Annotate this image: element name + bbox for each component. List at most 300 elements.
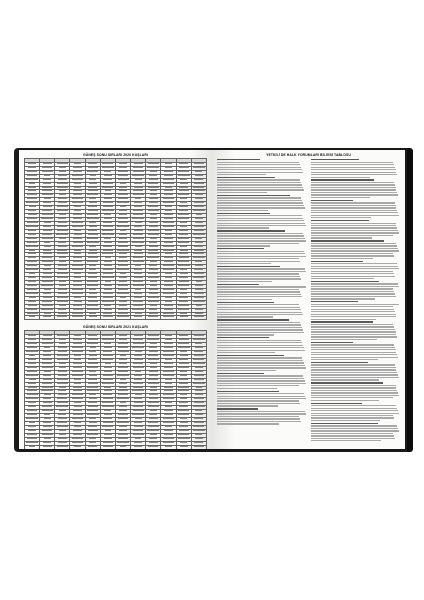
text-line (311, 215, 400, 216)
text-section (217, 177, 307, 193)
table-cell (100, 162, 115, 166)
table-cell (146, 339, 161, 343)
table-cell (100, 253, 115, 257)
text-line (311, 197, 371, 198)
text-line (217, 225, 306, 226)
table-cell (85, 343, 100, 347)
table-cell (70, 441, 85, 445)
table-cell (131, 170, 146, 174)
table-cell (176, 433, 191, 437)
table-cell (85, 284, 100, 288)
table-cell (146, 429, 161, 433)
text-section (311, 220, 401, 239)
text-line (217, 345, 303, 346)
table-cell (40, 304, 55, 308)
text-line (311, 296, 396, 297)
table-cell (40, 194, 55, 198)
text-line (311, 210, 398, 211)
table-cell (40, 170, 55, 174)
table-cell (85, 304, 100, 308)
table-cell (161, 245, 176, 249)
table-cell (100, 229, 115, 233)
text-line (311, 387, 397, 388)
text-line (217, 189, 304, 190)
text-section (311, 342, 401, 361)
table-cell (146, 253, 161, 257)
text-line (217, 167, 301, 168)
table-cell (100, 186, 115, 190)
table-cell (146, 316, 161, 320)
table-cell (55, 186, 70, 190)
text-line (311, 417, 394, 418)
table-cell (191, 382, 206, 386)
table-cell (176, 170, 191, 174)
table-cell (191, 277, 206, 281)
text-line (217, 273, 299, 274)
table-cell (191, 190, 206, 194)
table-cell (25, 288, 40, 292)
table-cell (25, 269, 40, 273)
text-line (217, 340, 301, 341)
text-line (217, 235, 304, 236)
table-cell (55, 300, 70, 304)
table-cell (100, 358, 115, 362)
table-cell (161, 269, 176, 273)
data-table-bottom (24, 330, 207, 449)
text-line (311, 336, 398, 337)
table-cell (191, 186, 206, 190)
table-cell (40, 343, 55, 347)
table-cell (40, 316, 55, 320)
text-line (217, 396, 305, 397)
text-line (217, 182, 301, 183)
table-cell (146, 210, 161, 214)
table-cell (161, 182, 176, 186)
text-line (217, 278, 301, 279)
text-line (311, 288, 393, 289)
text-line (311, 298, 375, 299)
text-line (217, 291, 300, 292)
text-line (311, 271, 393, 272)
text-section (217, 319, 307, 335)
table-cell (146, 186, 161, 190)
text-line (217, 261, 300, 262)
text-line (311, 291, 394, 292)
text-line (311, 255, 394, 256)
text-line (217, 200, 302, 201)
table-cell (161, 421, 176, 425)
table-cell (85, 170, 100, 174)
table-cell (191, 316, 206, 320)
table-cell (131, 316, 146, 320)
text-section (217, 195, 307, 211)
text-line (217, 253, 305, 254)
text-line (311, 430, 400, 431)
table-cell (161, 202, 176, 206)
table-cell (100, 233, 115, 237)
table-cell (70, 394, 85, 398)
text-section (217, 337, 307, 353)
text-line (217, 329, 303, 330)
table-cell (176, 308, 191, 312)
table-cell (161, 292, 176, 296)
text-section (311, 240, 401, 259)
table-cell (85, 241, 100, 245)
table-cell (161, 316, 176, 320)
text-line (311, 372, 398, 373)
text-line (217, 322, 300, 323)
text-line (217, 197, 301, 198)
text-line (311, 207, 397, 208)
table-cell (25, 225, 40, 229)
text-line (311, 352, 397, 353)
table-cell (115, 418, 130, 422)
table-cell (191, 166, 206, 170)
table-cell (146, 358, 161, 362)
table-cell (161, 355, 176, 359)
table-cell (100, 335, 115, 339)
table-cell (161, 441, 176, 445)
text-line (311, 392, 399, 393)
table-cell (100, 210, 115, 214)
table-cell (70, 316, 85, 320)
text-line (311, 258, 374, 259)
table-cell (85, 414, 100, 418)
table-cell (161, 225, 176, 229)
table-cell (115, 312, 130, 316)
table-cell (40, 390, 55, 394)
table-cell (55, 335, 70, 339)
text-line (311, 440, 382, 441)
text-line (217, 256, 306, 257)
table-cell (115, 249, 130, 253)
text-line (217, 218, 303, 219)
text-line (311, 428, 399, 429)
text-line (311, 400, 380, 401)
text-section (217, 355, 307, 371)
text-line (217, 276, 300, 277)
table-cell (146, 162, 161, 166)
text-section (217, 159, 307, 175)
text-line (217, 312, 302, 313)
text-line (217, 215, 302, 216)
table-cell (131, 366, 146, 370)
text-line (217, 309, 301, 310)
table-cell (146, 335, 161, 339)
table-cell (100, 382, 115, 386)
table-cell (25, 312, 40, 316)
table-cell (115, 316, 130, 320)
text-line (311, 369, 397, 370)
text-line (217, 332, 304, 333)
table-cell (115, 441, 130, 445)
table-cell (25, 441, 40, 445)
table-cell (176, 347, 191, 351)
text-line (311, 334, 397, 335)
text-line (311, 194, 399, 195)
text-line (217, 393, 304, 394)
table-cell (40, 308, 55, 312)
text-line (217, 271, 306, 272)
text-line (311, 174, 398, 175)
table-cell (115, 225, 130, 229)
text-line (311, 435, 394, 436)
table-cell (191, 425, 206, 429)
text-section (311, 159, 401, 178)
table-cell (40, 366, 55, 370)
table-cell (40, 237, 55, 241)
text-line (311, 367, 396, 368)
text-line (217, 281, 272, 282)
text-line (217, 365, 305, 366)
table-cell (100, 166, 115, 170)
table-cell (40, 386, 55, 390)
text-line (311, 266, 399, 267)
text-line (311, 425, 398, 426)
text-line (311, 248, 399, 249)
text-line (311, 212, 399, 213)
table-cell (55, 277, 70, 281)
text-line (217, 370, 276, 371)
table-cell (85, 308, 100, 312)
text-line (311, 413, 400, 414)
table-cell (176, 414, 191, 418)
text-section (217, 266, 307, 282)
text-line (217, 423, 279, 424)
text-line (311, 253, 393, 254)
text-section (217, 284, 307, 300)
text-line (311, 364, 395, 365)
text-line (217, 223, 305, 224)
text-line (217, 380, 305, 381)
text-line (311, 314, 396, 315)
text-column-left (217, 158, 307, 441)
left-page-title-top: GÜNEŞ SONU SIRLARI 2020 KUŞLARI (83, 153, 148, 157)
table-cell (176, 261, 191, 265)
text-line (217, 421, 301, 422)
text-section (311, 179, 401, 198)
table-cell (70, 178, 85, 182)
text-line (311, 167, 395, 168)
text-line (217, 299, 272, 300)
table-cell (55, 162, 70, 166)
table-cell (146, 166, 161, 170)
text-line (311, 304, 400, 305)
text-line (217, 347, 304, 348)
text-line (217, 350, 305, 351)
table-cell (55, 316, 70, 320)
text-line (311, 293, 395, 294)
table-cell (161, 351, 176, 355)
text-line (311, 379, 379, 380)
text-line (217, 192, 267, 193)
table-cell (70, 225, 85, 229)
text-line (311, 377, 400, 378)
text-line (217, 327, 302, 328)
text-line (311, 349, 396, 350)
table-cell (131, 308, 146, 312)
text-line (311, 169, 396, 170)
text-line (217, 233, 303, 234)
text-line (311, 415, 393, 416)
text-line (217, 202, 303, 203)
table-row (25, 316, 207, 320)
text-line (311, 397, 393, 398)
text-line (217, 416, 299, 417)
text-line (311, 189, 397, 190)
table-cell (70, 374, 85, 378)
table-cell (40, 214, 55, 218)
table-cell (146, 425, 161, 429)
text-line (217, 314, 303, 315)
table-cell (85, 410, 100, 414)
text-line (311, 359, 378, 360)
text-line (311, 390, 398, 391)
open-book-spread (19, 150, 405, 449)
table-cell (55, 233, 70, 237)
table-cell (191, 233, 206, 237)
table-cell (25, 351, 40, 355)
text-line (311, 243, 397, 244)
text-line (217, 385, 299, 386)
text-line (217, 207, 305, 208)
text-line (217, 263, 271, 264)
text-line (311, 263, 398, 264)
table-cell (100, 339, 115, 343)
text-line (217, 268, 305, 269)
table-cell (25, 178, 40, 182)
text-line (311, 223, 396, 224)
text-line (311, 283, 399, 284)
table-cell (40, 284, 55, 288)
text-line (311, 235, 393, 236)
table-cell (85, 390, 100, 394)
table-cell (191, 300, 206, 304)
table-cell (70, 202, 85, 206)
text-line (311, 309, 394, 310)
table-cell (191, 257, 206, 261)
table-cell (70, 312, 85, 316)
table-cell (25, 398, 40, 402)
text-section (311, 321, 401, 340)
table-cell (55, 402, 70, 406)
table-cell (146, 382, 161, 386)
table-cell (55, 425, 70, 429)
text-line (311, 273, 394, 274)
text-line (217, 307, 300, 308)
text-line (311, 230, 399, 231)
text-line (217, 286, 306, 287)
table-cell (85, 194, 100, 198)
table-cell (176, 316, 191, 320)
text-section (217, 373, 307, 389)
table-cell (131, 414, 146, 418)
table-cell (115, 351, 130, 355)
table-cell (85, 261, 100, 265)
text-line (217, 334, 274, 335)
text-line (217, 418, 300, 419)
table-cell (25, 292, 40, 296)
table-cell (176, 265, 191, 269)
text-section (311, 423, 401, 441)
table-cell (131, 433, 146, 437)
text-line (217, 362, 304, 363)
text-line (311, 192, 398, 193)
table-cell (100, 300, 115, 304)
table-cell (176, 284, 191, 288)
table-cell (191, 362, 206, 366)
text-line (311, 227, 398, 228)
table-cell (70, 351, 85, 355)
text-line (217, 304, 299, 305)
text-line (217, 162, 299, 163)
text-line (217, 238, 305, 239)
table-cell (115, 421, 130, 425)
text-line (217, 227, 269, 228)
text-section (311, 301, 401, 320)
text-line (311, 319, 376, 320)
table-cell (70, 269, 85, 273)
table-cell (85, 366, 100, 370)
text-line (311, 205, 396, 206)
table-cell (85, 218, 100, 222)
table-cell (191, 253, 206, 257)
text-line (217, 169, 302, 170)
text-section (311, 281, 401, 300)
text-line (311, 232, 400, 233)
table-cell (176, 174, 191, 178)
text-line (217, 357, 302, 358)
table-cell (176, 343, 191, 347)
text-line (217, 172, 303, 173)
text-line (311, 329, 395, 330)
text-line (311, 357, 399, 358)
text-section (311, 200, 401, 219)
table-cell (131, 241, 146, 245)
table-cell (55, 382, 70, 386)
text-line (217, 296, 302, 297)
table-cell (55, 358, 70, 362)
text-line (311, 395, 400, 396)
table-cell (115, 202, 130, 206)
table-cell (85, 433, 100, 437)
table-cell (191, 339, 206, 343)
table-cell (85, 316, 100, 320)
text-line (311, 172, 397, 173)
table-cell (131, 347, 146, 351)
right-page (212, 150, 405, 449)
text-line (217, 179, 300, 180)
table-cell (176, 194, 191, 198)
text-line (217, 164, 300, 165)
text-column-right (311, 158, 401, 441)
table-cell (25, 394, 40, 398)
table-cell (161, 374, 176, 378)
table-cell (161, 398, 176, 402)
text-line (217, 403, 300, 404)
text-line (311, 374, 399, 375)
text-line (217, 240, 306, 241)
right-page-title: YETKİLİ DE HALK YORUMLARI BİLGİSİ TABLOSU (266, 153, 351, 157)
table-cell (55, 229, 70, 233)
text-line (311, 245, 398, 246)
table-cell (176, 437, 191, 441)
table-cell (70, 245, 85, 249)
text-line (311, 408, 398, 409)
table-cell (191, 210, 206, 214)
elastic-strap (407, 148, 413, 452)
text-section (217, 391, 307, 407)
